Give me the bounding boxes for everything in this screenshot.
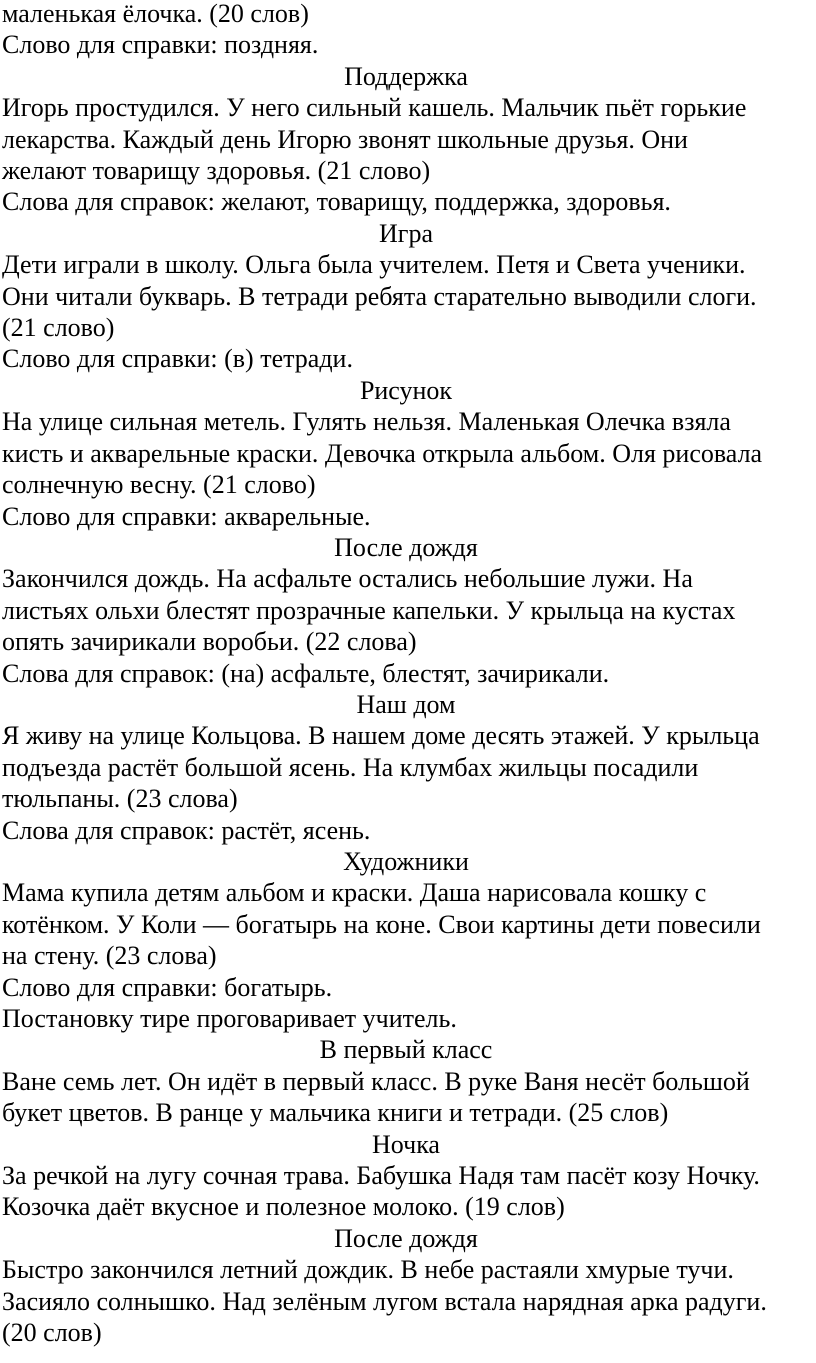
text-line: тюльпаны. (23 слова) — [2, 784, 238, 814]
section-heading: Ночка — [372, 1129, 440, 1159]
text-line: (20 слов) — [2, 1318, 102, 1348]
text-line: Козочка даёт вкусное и полезное молоко. (19 слов) — [2, 1192, 565, 1222]
text-line: Мама купила детям альбом и краски. Даша нарисовала кошку с — [2, 878, 707, 908]
text-line: Я живу на улице Кольцова. В нашем доме десять этажей. У крыльца — [2, 721, 760, 751]
section-heading: Наш дом — [356, 689, 456, 719]
section-heading: Игра — [379, 218, 433, 248]
text-line: на стену. (23 слова) — [2, 941, 217, 971]
text-line: солнечную весну. (21 слово) — [2, 470, 316, 500]
text-line: Слово для справки: акварельные. — [2, 501, 371, 531]
text-line: желают товарищу здоровья. (21 слово) — [2, 156, 431, 186]
text-line: Слово для справки: поздняя. — [2, 30, 319, 60]
text-line: Дети играли в школу. Ольга была учителем. Петя и Света ученики. — [2, 250, 746, 280]
text-line: лекарства. Каждый день Игорю звонят школьные друзья. Они — [2, 124, 688, 154]
text-line: подъезда растёт большой ясень. На клумбах жильцы посадили — [2, 752, 699, 782]
text-line: Игорь простудился. У него сильный кашель. Мальчик пьёт горькие — [2, 93, 747, 123]
text-line: Слова для справок: растёт, ясень. — [2, 815, 371, 845]
text-line: Слово для справки: (в) тетради. — [2, 344, 353, 374]
section-heading: Рисунок — [359, 375, 453, 405]
text-line: букет цветов. В ранце у мальчика книги и тетради. (25 слов) — [2, 1098, 669, 1128]
text-line: (21 слово) — [2, 313, 115, 343]
section-heading: После дождя — [334, 1223, 478, 1253]
text-line: Быстро закончился летний дождик. В небе растаяли хмурые тучи. — [2, 1255, 734, 1285]
text-line: листьях ольхи блестят прозрачные капельки. У крыльца на кустах — [2, 595, 736, 625]
section-heading: Поддержка — [344, 61, 468, 91]
text-line: На улице сильная метель. Гулять нельзя. Маленькая Олечка взяла — [2, 407, 731, 437]
section-heading: После дождя — [334, 532, 478, 562]
text-line: опять зачирикали воробьи. (22 слова) — [2, 627, 417, 657]
text-line: Слова для справок: (на) асфальте, блестят, зачирикали. — [2, 658, 610, 688]
text-line: Слово для справки: богатырь. — [2, 972, 333, 1002]
text-line: Они читали букварь. В тетради ребята старательно выводили слоги. — [2, 281, 757, 311]
text-line: Закончился дождь. На асфальте остались небольшие лужи. На — [2, 564, 693, 594]
text-line: Засияло солнышко. Над зелёным лугом встала нарядная арка радуги. — [2, 1286, 767, 1316]
text-line: кисть и акварельные краски. Девочка открыла альбом. Оля рисовала — [2, 438, 763, 468]
text-line: котёнком. У Коли — богатырь на коне. Свои картины дети повесили — [2, 909, 761, 939]
text-line: За речкой на лугу сочная трава. Бабушка Надя там пасёт козу Ночку. — [2, 1161, 760, 1191]
text-line: Ване семь лет. Он идёт в первый класс. В руке Ваня несёт большой — [2, 1066, 750, 1096]
section-heading: В первый класс — [319, 1035, 493, 1065]
section-heading: Художники — [343, 846, 469, 876]
text-line: маленькая ёлочка. (20 слов) — [2, 0, 309, 28]
text-line: Слова для справок: желают, товарищу, поддержка, здоровья. — [2, 187, 671, 217]
text-line: Постановку тире проговаривает учитель. — [2, 1004, 457, 1033]
